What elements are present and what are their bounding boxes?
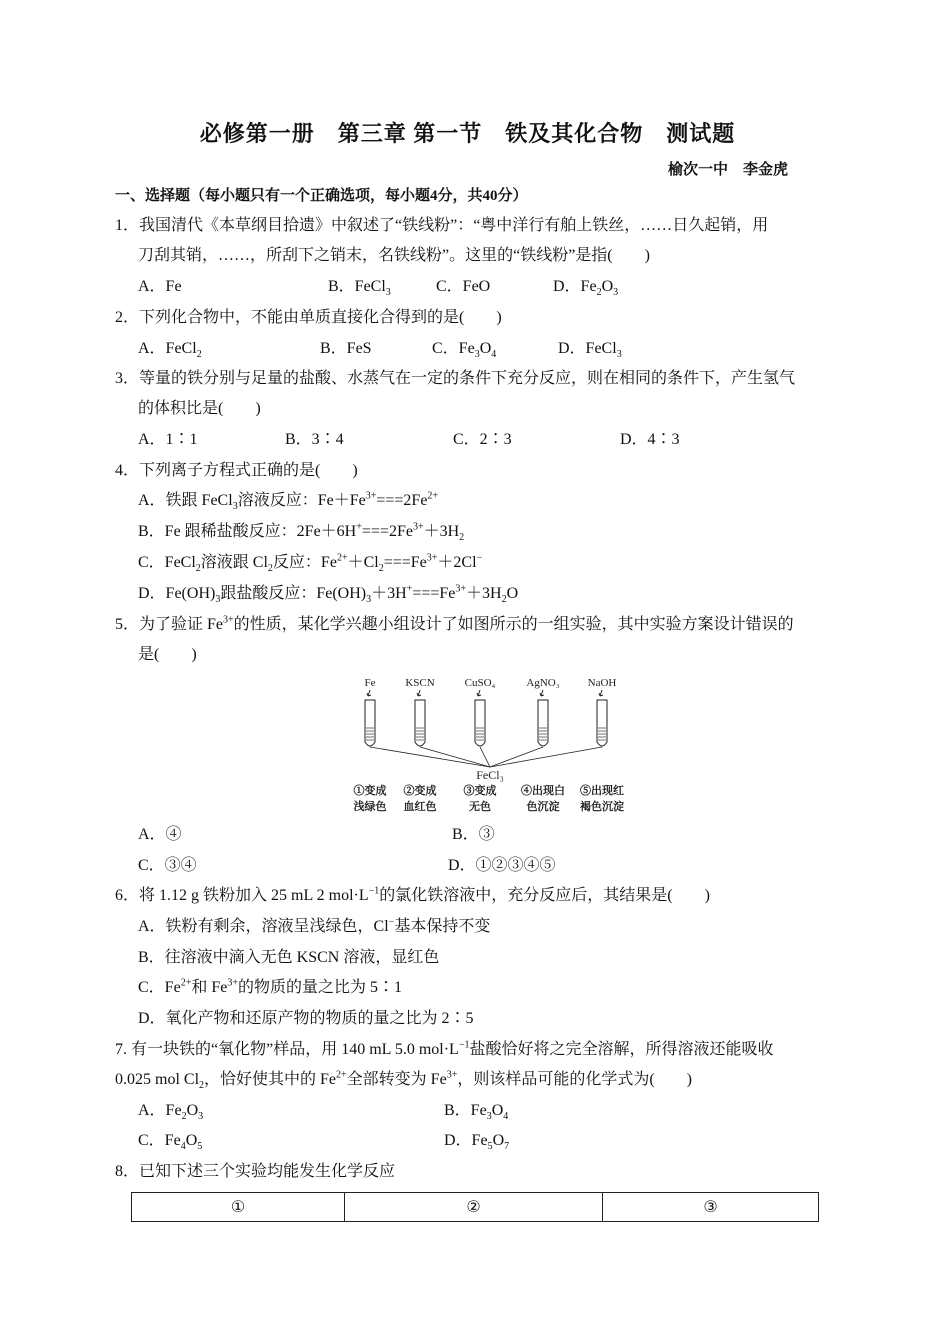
experiment-figure [340,670,640,820]
experiments-table [131,1192,819,1222]
result-label: ①变成 [353,785,387,797]
arrow-icon [540,690,544,696]
connector-line [490,747,543,767]
question-3-text: 3．等量的铁分别与足量的盐酸、水蒸气在一定的条件下充分反应，则在相同的条件下，产生氢气 [115,370,796,387]
arrow-icon [417,690,421,696]
test-tube [365,700,375,746]
q1-option-b: B．FeCl$_3$ [328,278,391,299]
arrow-icon [367,690,371,696]
question-1-text: 1．我国清代《本草纲目拾遗》中叙述了“铁线粉”：“粤中洋行有舶上铁丝，……日久起销，用 [115,217,769,234]
q7-option-a: A．$Fe_2O_3$ [138,1102,204,1123]
result-label: ⑤出现红 [580,785,624,797]
q1-option-c: C．FeO [436,278,491,295]
q3-option-d: D．4∶3 [620,431,680,448]
result-label: 浅绿色 [353,801,387,813]
reagent-label: KSCN [405,677,435,689]
question-5-text-cont: 是( ) [138,646,197,663]
connector-line [490,747,602,767]
question-7-text-cont: 0.025 mol $Cl_2$，恰好使其中的 $Fe^{2+}$全部转变为 $Fe^{3+}$，则该样品可能的化学式为( ) [115,1069,692,1092]
author: 榆次一中 李金虎 [668,162,789,178]
q5-option-a: A．④ [138,826,182,843]
reagent-label: Fe [364,677,376,689]
arrow-icon [599,690,603,696]
table-header-cell: ① [132,1193,345,1222]
q5-option-d: D．①②③④⑤ [448,857,556,874]
question-1-text-cont: 刀刮其销，……，所刮下之销末，名铁线粉”。这里的“铁线粉”是指( ) [138,247,650,264]
question-4-text: 4．下列离子方程式正确的是( ) [115,462,358,479]
q6-option-a: A．铁粉有剩余，溶液呈浅绿色，Cl−基本保持不变 [138,916,491,935]
q2-option-b: B．FeS [320,340,372,357]
result-label: ②变成 [403,785,437,797]
reagent-label: CuSO₄ [464,677,496,689]
q5-option-b: B．③ [452,826,495,843]
q3-option-a: A．1∶1 [138,431,198,448]
page-title: 必修第一册 第三章 第一节 铁及其化合物 测试题 [199,121,736,146]
test-tube [475,700,485,746]
result-label: 褐色沉淀 [580,801,624,813]
question-8-text: 8．已知下述三个实验均能发生化学反应 [115,1163,396,1180]
q4-option-d: D．$Fe(OH)_3$跟盐酸反应：$Fe(OH)_3+3H^+===Fe^{3+}+3H_2O$ [138,583,519,606]
test-tube [415,700,425,746]
result-label: ③变成 [463,785,497,797]
result-label: 血红色 [403,801,437,813]
table-header-cell: ③ [603,1193,819,1222]
q2-option-a: A．FeCl$_2$ [138,340,202,361]
test-tube [597,700,607,746]
question-3-text-cont: 的体积比是( ) [138,400,261,417]
q4-option-a: A．铁跟 FeCl$_3$溶液反应：$Fe+Fe^{3+}===2Fe^{2+}$ [138,490,439,513]
q1-option-d: D．$Fe_2O_3$ [553,278,619,299]
question-2-text: 2．下列化合物中，不能由单质直接化合得到的是( ) [115,309,502,326]
question-7-text: 7. 有一块铁的“氧化物”样品，用 140 mL 5.0 $mol\cdot L^{-1}$盐酸恰好将之完全溶解，所得溶液还能吸收 [115,1039,774,1058]
q6-option-b: B．往溶液中滴入无色 KSCN 溶液，显红色 [138,949,440,966]
question-6-text: 6．将 1.12 g 铁粉加入 25 mL 2 $mol\cdot L^{-1}$的氯化铁溶液中，充分反应后，其结果是( ) [115,885,710,904]
result-label: 色沉淀 [526,801,560,813]
q3-option-b: B．3∶4 [285,431,344,448]
q4-option-b: B．Fe 跟稀盐酸反应：$2Fe+6H^+===2Fe^{3+}+3H_2$ [138,521,465,544]
result-label: ④出现白 [521,785,565,797]
connector-line [480,747,490,767]
section-heading: 一、选择题（每小题只有一个正确选项，每小题4分，共40分） [115,188,528,204]
table-row [132,1193,819,1222]
q5-option-c: C．③④ [138,857,197,874]
question-5-text: 5．为了验证 $Fe^{3+}$的性质，某化学兴趣小组设计了如图所示的一组实验，其中实验方案设计错误的 [115,614,794,633]
table-header-cell: ② [345,1193,603,1222]
q2-option-c: C．$Fe_3O_4$ [432,340,497,361]
q4-option-c: C．FeCl$_2$溶液跟 $Cl_2$反应：$Fe^{2+}+Cl_2===Fe^{3+}+2Cl^-$ [138,552,483,575]
q2-option-d: D．FeCl$_3$ [558,340,622,361]
reagent-label: NaOH [587,677,617,689]
q3-option-c: C．2∶3 [453,431,512,448]
q1-option-a: A．Fe [138,278,182,295]
reagent-label: AgNO₃ [526,677,560,689]
q7-option-d: D．$Fe_5O_7$ [444,1132,510,1153]
figure-center-label: FeCl₃ [476,768,504,782]
q6-option-d: D．氧化产物和还原产物的物质的量之比为 2∶5 [138,1010,474,1027]
result-label: 无色 [469,801,491,813]
q7-option-b: B．$Fe_3O_4$ [444,1102,509,1123]
test-tube [538,700,548,746]
arrow-icon [477,690,481,696]
q7-option-c: C．$Fe_4O_5$ [138,1132,203,1153]
q6-option-c: C．$Fe^{2+}$和 $Fe^{3+}$的物质的量之比为 5∶1 [138,977,402,996]
